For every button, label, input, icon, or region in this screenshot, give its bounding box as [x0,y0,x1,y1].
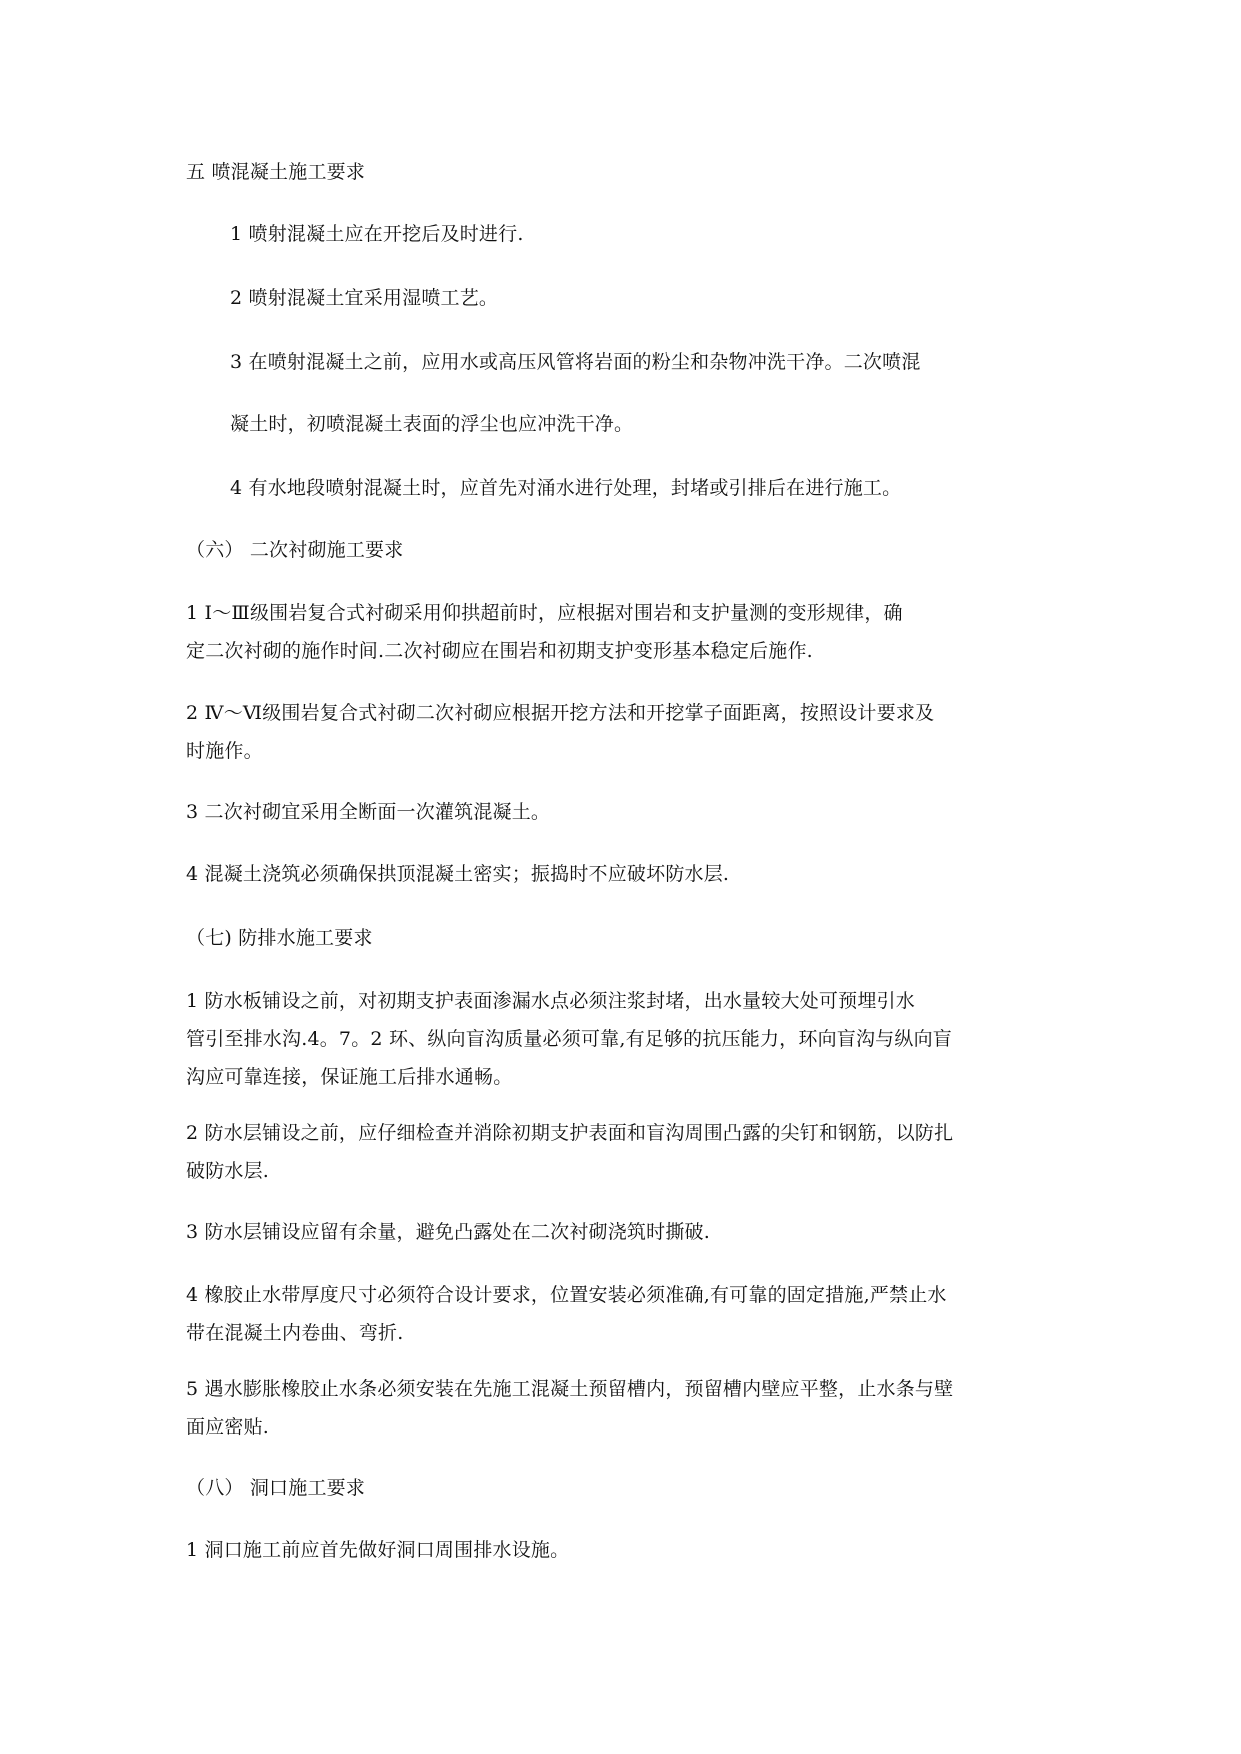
section7-item-2-line1: 2 防水层铺设之前，应仔细检查并消除初期支护表面和盲沟周围凸露的尖钉和钢筋，以防扎 [186,1122,954,1144]
section7-item-3: 3 防水层铺设应留有余量，避免凸露处在二次衬砌浇筑时撕破. [186,1221,710,1243]
section8-heading: （八） 洞口施工要求 [186,1477,366,1499]
section7-item-4 [186,1276,1056,1352]
section7-item-5 [186,1370,1056,1446]
section6-item-2-line1: 2 Ⅳ～Ⅵ级围岩复合式衬砌二次衬砌应根据开挖方法和开挖掌子面距离，按照设计要求及 [186,702,935,724]
section7-item-1 [186,982,1056,1096]
section7-heading: （七) 防排水施工要求 [186,927,373,949]
section7-item-4-line1: 4 橡胶止水带厚度尺寸必须符合设计要求，位置安装必须准确,有可靠的固定措施,严禁止水 [186,1284,947,1306]
section5-heading: 五 喷混凝土施工要求 [186,161,366,183]
section8-item-1: 1 洞口施工前应首先做好洞口周围排水设施。 [186,1539,570,1561]
section7-item-2 [186,1114,1056,1190]
section6-item-2 [186,694,1056,770]
section6-item-2-line2: 时施作。 [186,740,263,762]
section7-item-4-line2: 带在混凝土内卷曲、弯折. [186,1322,404,1344]
section7-item-5-line2: 面应密贴. [186,1416,270,1438]
section7-item-5-line1: 5 遇水膨胀橡胶止水条必须安装在先施工混凝土预留槽内，预留槽内壁应平整，止水条与壁 [186,1378,954,1400]
section6-item-1-line2: 定二次衬砌的施作时间.二次衬砌应在围岩和初期支护变形基本稳定后施作. [186,640,813,662]
section6-item-4: 4 混凝土浇筑必须确保拱顶混凝土密实；振捣时不应破坏防水层. [186,863,730,885]
section7-item-1-line1: 1 防水板铺设之前，对初期支护表面渗漏水点必须注浆封堵，出水量较大处可预埋引水 [186,990,915,1012]
section6-item-3: 3 二次衬砌宜采用全断面一次灌筑混凝土。 [186,801,551,823]
section6-heading: （六） 二次衬砌施工要求 [186,539,404,561]
section6-item-1 [186,594,1056,670]
section5-item-2: 2 喷射混凝土宜采用湿喷工艺。 [230,287,499,309]
section5-item-4: 4 有水地段喷射混凝土时，应首先对涌水进行处理，封堵或引排后在进行施工。 [230,477,902,499]
section5-item-3-line2: 凝土时，初喷混凝土表面的浮尘也应冲洗干净。 [230,413,634,435]
section5-item-3-line1: 3 在喷射混凝土之前，应用水或高压风管将岩面的粉尘和杂物冲洗干净。二次喷混 [230,351,921,373]
section6-item-1-line1: 1 Ⅰ～Ⅲ级围岩复合式衬砌采用仰拱超前时，应根据对围岩和支护量测的变形规律，确 [186,602,903,624]
section5-item-1: 1 喷射混凝土应在开挖后及时进行. [230,223,524,245]
section7-item-2-line2: 破防水层. [186,1160,270,1182]
section7-item-1-line3: 沟应可靠连接，保证施工后排水通畅。 [186,1066,513,1088]
section7-item-1-line2: 管引至排水沟.4。7。2 环、纵向盲沟质量必须可靠,有足够的抗压能力，环向盲沟与纵向盲 [186,1028,952,1050]
